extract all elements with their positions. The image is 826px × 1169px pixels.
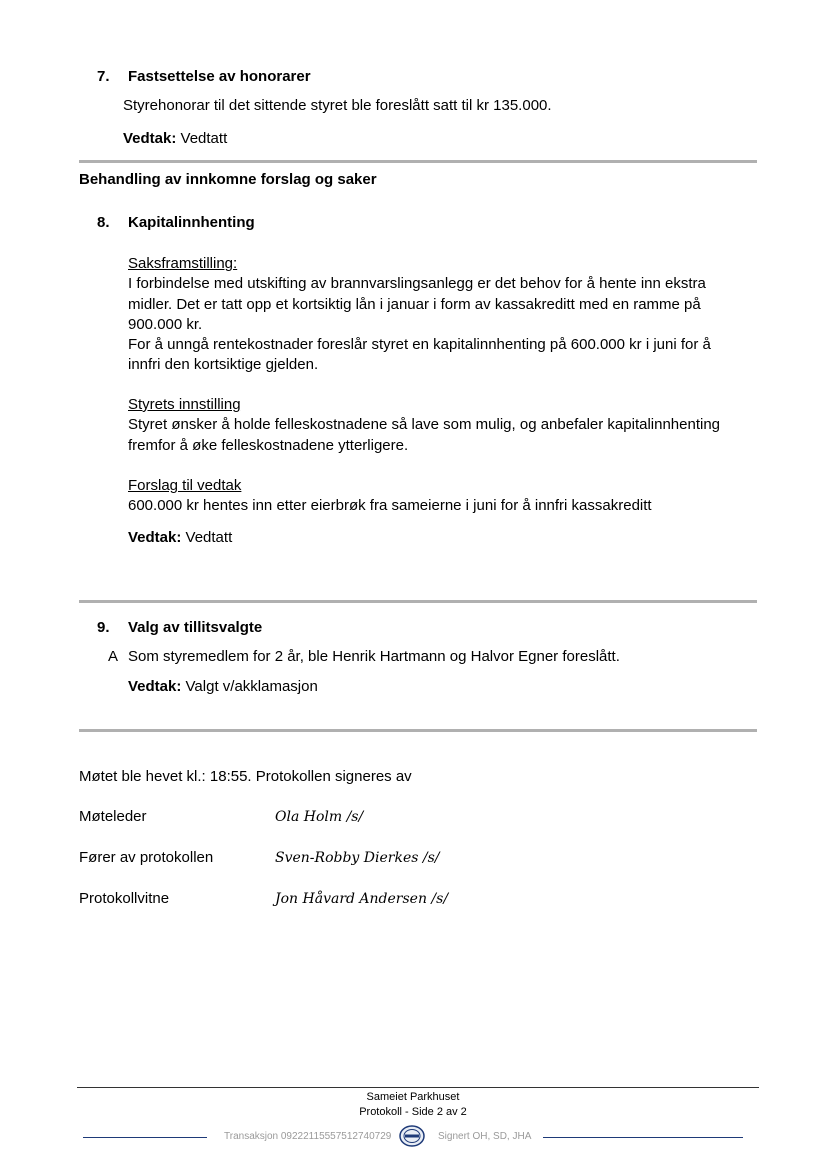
decision-label: Vedtak:: [128, 678, 182, 695]
proposed-resolution: [128, 476, 652, 517]
case-line: For å unngå rentekostnader foreslår styret en kapitalinnhenting på 600.000 kr i juni for å: [128, 336, 711, 354]
section-7-number: 7.: [97, 68, 110, 85]
decision-label: Vedtak:: [128, 529, 182, 546]
transaction-line-right: [543, 1137, 743, 1138]
decision-value: Valgt v/akklamasjon: [185, 678, 318, 695]
transaction-line-left: [83, 1137, 207, 1138]
signature-role: Møteleder: [79, 808, 147, 825]
signature-name: Sven-Robby Dierkes /s/: [275, 850, 440, 866]
signature-name: Jon Håvard Andersen /s/: [275, 891, 449, 907]
decision-value: Vedtatt: [185, 529, 233, 546]
decision-label: Vedtak:: [123, 130, 177, 147]
seal-icon: [399, 1125, 425, 1147]
item-text: Som styremedlem for 2 år, ble Henrik Hartmann og Halvor Egner foreslått.: [128, 648, 620, 665]
signature-role: Fører av protokollen: [79, 849, 214, 866]
footer-rule: [77, 1087, 759, 1088]
case-line: midler. Det er tatt opp et kortsiktig lån i januar i form av kassakreditt med en ramme på: [128, 295, 701, 313]
section-9-title: Valg av tillitsvalgte: [128, 619, 263, 636]
board-line: Styret ønsker å holde felleskostnadene så lave som mulig, og anbefaler kapitalinnhenting: [128, 416, 721, 434]
section-7-title: Fastsettelse av honorarer: [128, 68, 311, 85]
transaction-id: Transaksjon 09222115557512740729: [224, 1131, 392, 1142]
board-line: fremfor å øke felleskostnadene ytterligere.: [128, 436, 409, 454]
board-label: Styrets innstilling: [128, 396, 241, 413]
footer-org: Sameiet Parkhuset: [366, 1091, 460, 1103]
divider: [79, 600, 757, 603]
footer-page: Protokoll - Side 2 av 2: [359, 1106, 467, 1118]
proposals-heading: Behandling av innkomne forslag og saker: [79, 171, 377, 188]
signature-name: Ola Holm /s/: [275, 809, 364, 825]
signed-by: Signert OH, SD, JHA: [438, 1131, 532, 1142]
divider: [79, 729, 757, 732]
case-line: innfri den kortsiktige gjelden.: [128, 356, 319, 374]
decision-value: Vedtatt: [180, 130, 228, 147]
case-label: Saksframstilling:: [128, 255, 238, 272]
board-recommendation: [128, 395, 720, 456]
section-9-decision: [128, 678, 318, 695]
section-8-decision: [128, 529, 232, 546]
section-8-title: Kapitalinnhenting: [128, 214, 255, 231]
case-presentation: [128, 254, 711, 376]
case-line: I forbindelse med utskifting av brannvarslingsanlegg er det behov for å hente inn ekstra: [128, 275, 706, 293]
proposal-label: Forslag til vedtak: [128, 477, 242, 494]
case-line: 900.000 kr.: [128, 315, 203, 333]
section-9-number: 9.: [97, 619, 110, 636]
section-8-number: 8.: [97, 214, 110, 231]
closing-text: Møtet ble hevet kl.: 18:55. Protokollen signeres av: [79, 768, 412, 785]
proposal-text: 600.000 kr hentes inn etter eierbrøk fra sameierne i juni for å innfri kassakreditt: [128, 497, 652, 515]
divider: [79, 160, 757, 163]
section-7-decision: [123, 130, 227, 147]
signature-role: Protokollvitne: [79, 890, 170, 907]
section-7-text: Styrehonorar til det sittende styret ble foreslått satt til kr 135.000.: [123, 97, 552, 114]
item-letter: A: [108, 648, 119, 665]
